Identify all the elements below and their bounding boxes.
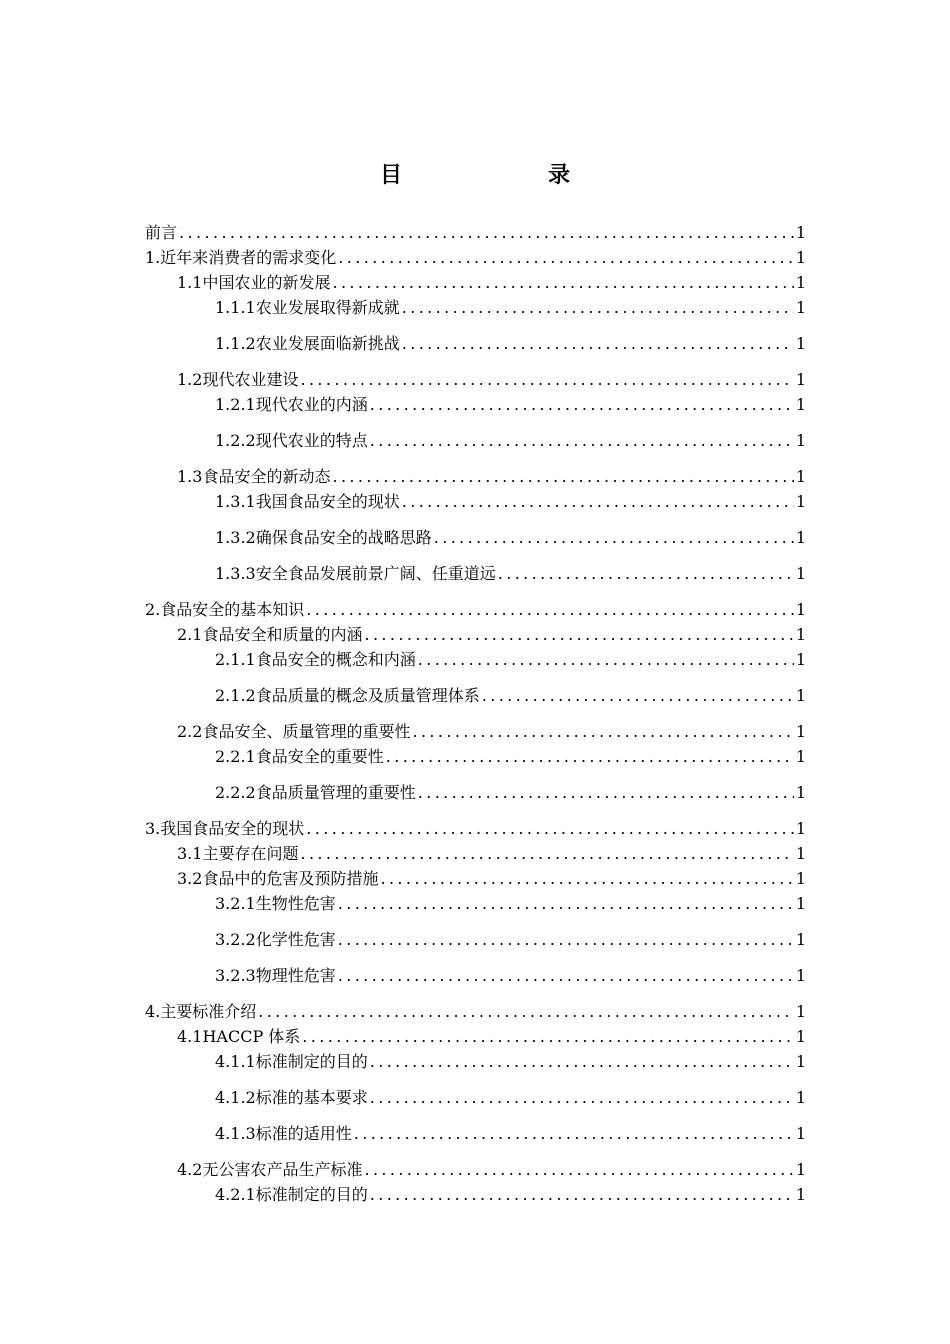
toc-dot-leader [402,295,794,320]
table-of-contents [145,220,806,1207]
toc-entry-title: 1.2.2现代农业的特点 [215,431,368,450]
toc-entry-title: 1.3.3安全食品发展前景广阔、任重道远 [215,564,496,583]
toc-entry-title: 1.1.2农业发展面临新挑战 [215,334,400,353]
toc-dot-leader [338,963,794,988]
toc-entry-title: 2.1.2食品质量的概念及质量管理体系 [215,686,480,705]
toc-entry[interactable] [145,525,806,550]
toc-entry[interactable] [145,647,806,672]
toc-entry-title: 4.1.1标准制定的目的 [215,1052,368,1071]
toc-entry-title: 4.1HACCP 体系 [177,1027,301,1046]
toc-dot-leader [338,891,794,916]
toc-page-number: 1 [795,467,806,486]
toc-dot-leader [370,1182,794,1207]
toc-page-number: 1 [795,625,806,644]
toc-dot-leader [418,647,794,672]
toc-dot-leader [380,866,793,891]
toc-entry-title: 1.1.1农业发展取得新成就 [215,298,400,317]
toc-entry-title: 4.2.1标准制定的目的 [215,1185,368,1204]
toc-page-number: 1 [795,223,806,242]
toc-entry-title: 2.2食品安全、质量管理的重要性 [177,722,411,741]
toc-dot-leader [300,841,793,866]
toc-dot-leader [412,719,793,744]
toc-entry[interactable] [145,270,806,295]
toc-dot-leader [338,927,794,952]
toc-dot-leader [364,622,793,647]
toc-entry[interactable] [145,1157,806,1182]
toc-page-number: 1 [795,1160,806,1179]
toc-entry-title: 1.2.1现代农业的内涵 [215,395,368,414]
toc-entry[interactable] [145,428,806,453]
toc-entry-title: 4.1.2标准的基本要求 [215,1088,368,1107]
toc-page-number: 1 [795,600,806,619]
toc-dot-leader [370,428,794,453]
toc-page-number: 1 [795,248,806,267]
toc-entry[interactable] [145,464,806,489]
toc-entry-title: 4.主要标准介绍 [145,1002,257,1021]
toc-entry[interactable] [145,392,806,417]
toc-page-number: 1 [795,1185,806,1204]
toc-entry-title: 2.1食品安全和质量的内涵 [177,625,363,644]
toc-page-number: 1 [795,819,806,838]
toc-entry[interactable] [145,220,806,245]
toc-entry[interactable] [145,999,806,1024]
toc-dot-leader [370,1049,794,1074]
toc-page-number: 1 [795,686,806,705]
toc-page-number: 1 [795,564,806,583]
toc-page-number: 1 [795,894,806,913]
toc-page-number: 1 [795,966,806,985]
toc-entry[interactable] [145,597,806,622]
toc-entry[interactable] [145,866,806,891]
toc-entry[interactable] [145,367,806,392]
toc-dot-leader [302,1024,794,1049]
toc-entry-title: 3.2.3物理性危害 [215,966,336,985]
toc-entry-title: 2.2.2食品质量管理的重要性 [215,783,416,802]
toc-page-number: 1 [795,1052,806,1071]
toc-entry-title: 2.2.1食品安全的重要性 [215,747,384,766]
toc-entry-title: 2.1.1食品安全的概念和内涵 [215,650,416,669]
toc-page-number: 1 [795,528,806,547]
toc-dot-leader [179,220,794,245]
toc-page-number: 1 [795,334,806,353]
toc-entry[interactable] [145,963,806,988]
toc-page-number: 1 [795,1088,806,1107]
toc-entry[interactable] [145,719,806,744]
page-title: 目 录 [379,163,632,188]
toc-page-number: 1 [795,492,806,511]
toc-entry[interactable] [145,245,806,270]
toc-entry-title: 1.3.1我国食品安全的现状 [215,492,400,511]
toc-entry[interactable] [145,1085,806,1110]
toc-entry[interactable] [145,841,806,866]
toc-entry[interactable] [145,489,806,514]
toc-dot-leader [332,270,793,295]
toc-page-number: 1 [795,273,806,292]
toc-entry-title: 前言 [145,223,178,242]
toc-page-number: 1 [795,298,806,317]
toc-entry[interactable] [145,331,806,356]
toc-entry-title: 2.食品安全的基本知识 [145,600,305,619]
toc-page-number: 1 [795,395,806,414]
toc-dot-leader [386,744,794,769]
toc-dot-leader [300,367,793,392]
toc-page-number: 1 [795,431,806,450]
toc-entry-title: 3.我国食品安全的现状 [145,819,305,838]
toc-dot-leader [338,245,794,270]
toc-dot-leader [418,780,794,805]
toc-entry-title: 3.2.2化学性危害 [215,930,336,949]
toc-dot-leader [258,999,794,1024]
toc-entry-title: 1.近年来消费者的需求变化 [145,248,337,267]
toc-page-number: 1 [795,370,806,389]
toc-dot-leader [482,683,794,708]
toc-dot-leader [434,525,794,550]
toc-page-number: 1 [795,930,806,949]
toc-page-number: 1 [795,783,806,802]
toc-entry[interactable] [145,927,806,952]
toc-entry-title: 3.1主要存在问题 [177,844,299,863]
toc-dot-leader [370,1085,794,1110]
toc-entry[interactable] [145,561,806,586]
toc-page-number: 1 [795,650,806,669]
toc-entry[interactable] [145,744,806,769]
toc-page-number: 1 [795,1124,806,1143]
toc-entry[interactable] [145,1024,806,1049]
toc-entry[interactable] [145,622,806,647]
toc-entry-title: 3.2.1生物性危害 [215,894,336,913]
toc-dot-leader [354,1121,794,1146]
toc-dot-leader [402,331,794,356]
toc-entry-title: 4.1.3标准的适用性 [215,1124,352,1143]
toc-entry[interactable] [145,683,806,708]
toc-dot-leader [364,1157,793,1182]
toc-page-number: 1 [795,1027,806,1046]
toc-entry[interactable] [145,1121,806,1146]
toc-entry-title: 4.2无公害农产品生产标准 [177,1160,363,1179]
toc-dot-leader [498,561,794,586]
toc-entry[interactable] [145,1182,806,1207]
toc-dot-leader [306,597,794,622]
toc-entry[interactable] [145,891,806,916]
toc-entry-title: 1.1中国农业的新发展 [177,273,331,292]
toc-dot-leader [370,392,794,417]
toc-page-number: 1 [795,844,806,863]
toc-entry-title: 1.3食品安全的新动态 [177,467,331,486]
toc-entry[interactable] [145,295,806,320]
toc-dot-leader [332,464,793,489]
toc-entry[interactable] [145,1049,806,1074]
toc-entry-title: 1.3.2确保食品安全的战略思路 [215,528,432,547]
toc-entry[interactable] [145,780,806,805]
toc-page-number: 1 [795,722,806,741]
toc-dot-leader [402,489,794,514]
toc-entry-title: 3.2食品中的危害及预防措施 [177,869,379,888]
toc-dot-leader [306,816,794,841]
toc-entry[interactable] [145,816,806,841]
toc-page-number: 1 [795,747,806,766]
toc-page-number: 1 [795,869,806,888]
toc-entry-title: 1.2现代农业建设 [177,370,299,389]
toc-page-number: 1 [795,1002,806,1021]
